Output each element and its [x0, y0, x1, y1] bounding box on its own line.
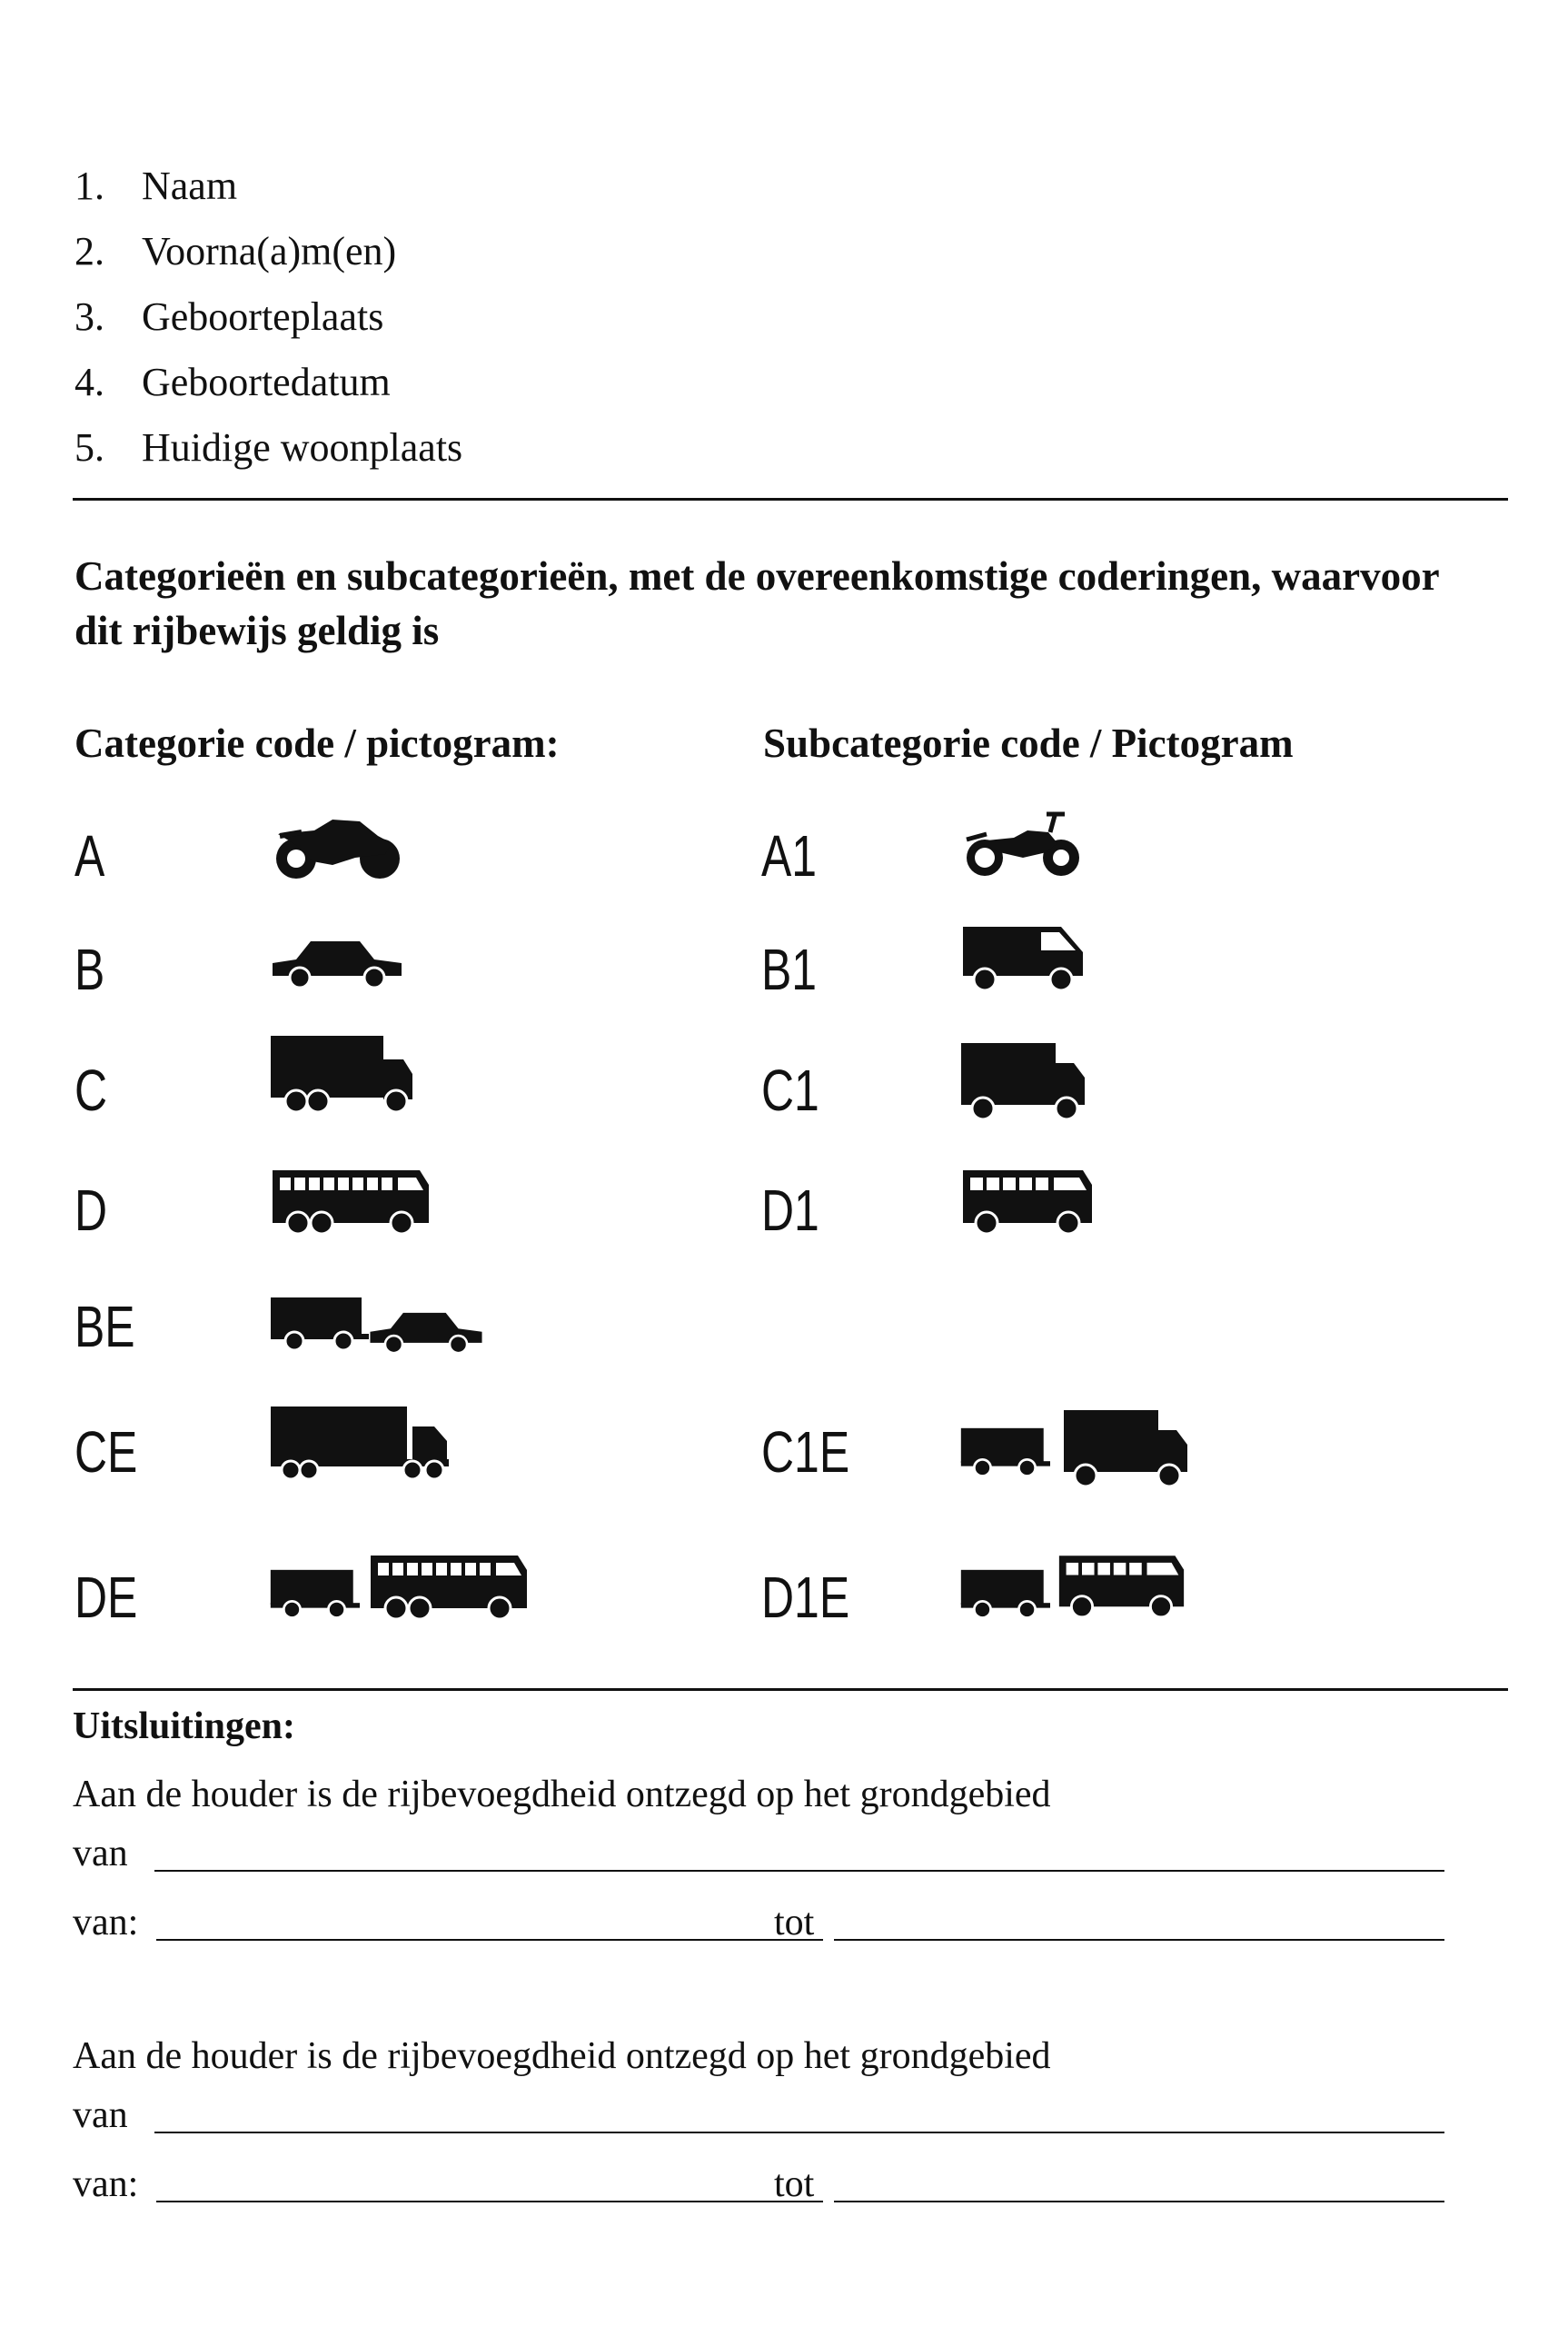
field-number: 3.: [74, 293, 104, 339]
minibus-icon: [959, 1167, 1096, 1239]
divider-top: [73, 498, 1508, 501]
territory-line: [154, 1870, 1444, 1872]
personal-fields-list: [74, 153, 462, 480]
category-code-c: C: [74, 1058, 108, 1123]
category-code-d: D: [74, 1178, 108, 1243]
field-label: Voorna(a)m(en): [142, 228, 397, 273]
from-label: van:: [73, 1902, 139, 1943]
category-code-de: DE: [74, 1565, 138, 1630]
to-date-line: [834, 2201, 1444, 2202]
van-icon: [959, 923, 1087, 996]
subcategory-code-a1: A1: [761, 823, 818, 889]
main-category-header: Categorie code / pictogram:: [74, 721, 560, 766]
field-number: 4.: [74, 359, 104, 404]
minibus-with-trailer-icon: [959, 1552, 1186, 1625]
category-code-be: BE: [74, 1294, 135, 1359]
field-label: Geboorteplaats: [142, 293, 384, 339]
to-label: tot: [774, 2163, 815, 2205]
field-label: Naam: [142, 163, 238, 208]
field-name: [74, 153, 462, 218]
exclusions-title: Uitsluitingen:: [73, 1705, 296, 1747]
exclusion-period-row: [73, 1901, 1444, 1952]
field-birthdate: [74, 349, 462, 414]
field-number: 2.: [74, 228, 104, 273]
exclusion-period-row: [73, 2162, 1444, 2213]
field-first-names: [74, 218, 462, 283]
category-code-b: B: [74, 937, 105, 1002]
field-number: 1.: [74, 163, 104, 208]
to-label: tot: [774, 1902, 815, 1943]
truck-with-trailer-icon: [269, 1405, 451, 1486]
field-residence: [74, 414, 462, 480]
from-date-line: [156, 1939, 823, 1941]
subcategory-code-c1: C1: [761, 1058, 819, 1123]
exclusion-territory-row: [73, 2093, 1444, 2144]
categories-heading: Categorieën en subcategorieën, met de overeenkomstige coderingen, waarvoor dit rijbewijs geldig is: [74, 553, 1439, 653]
bus-with-trailer-icon: [269, 1552, 532, 1625]
subcategory-code-c1e: C1E: [761, 1419, 850, 1485]
divider-exclusions: [73, 1688, 1508, 1691]
from-date-line: [156, 2201, 823, 2202]
motorcycle-icon: [269, 809, 405, 881]
subcategory-code-d1: D1: [761, 1178, 819, 1243]
field-number: 5.: [74, 424, 104, 470]
from-label: van:: [73, 2163, 139, 2205]
light-motorcycle-icon: [959, 807, 1087, 880]
category-code-a: A: [74, 823, 105, 889]
sub-category-header: Subcategorie code / Pictogram: [763, 721, 1294, 766]
to-date-line: [834, 1939, 1444, 1941]
exclusion-territory-row: [73, 1832, 1444, 1883]
category-code-ce: CE: [74, 1419, 138, 1485]
subcategory-code-b1: B1: [761, 937, 818, 1002]
light-truck-with-trailer-icon: [959, 1408, 1196, 1490]
subcategory-code-d1e: D1E: [761, 1565, 850, 1630]
field-birthplace: [74, 283, 462, 349]
van-label: van: [73, 1833, 128, 1874]
car-icon: [269, 934, 405, 989]
field-label: Geboortedatum: [142, 359, 391, 404]
bus-icon: [269, 1167, 432, 1239]
van-label: van: [73, 2094, 128, 2136]
light-truck-icon: [959, 1041, 1087, 1123]
exclusion-statement: Aan de houder is de rijbevoegdheid ontzegd op het grondgebied: [73, 1774, 1051, 1815]
territory-line: [154, 2132, 1444, 2133]
exclusion-statement: Aan de houder is de rijbevoegdheid ontzegd op het grondgebied: [73, 2035, 1051, 2077]
truck-icon: [269, 1034, 414, 1116]
field-label: Huidige woonplaats: [142, 424, 463, 470]
